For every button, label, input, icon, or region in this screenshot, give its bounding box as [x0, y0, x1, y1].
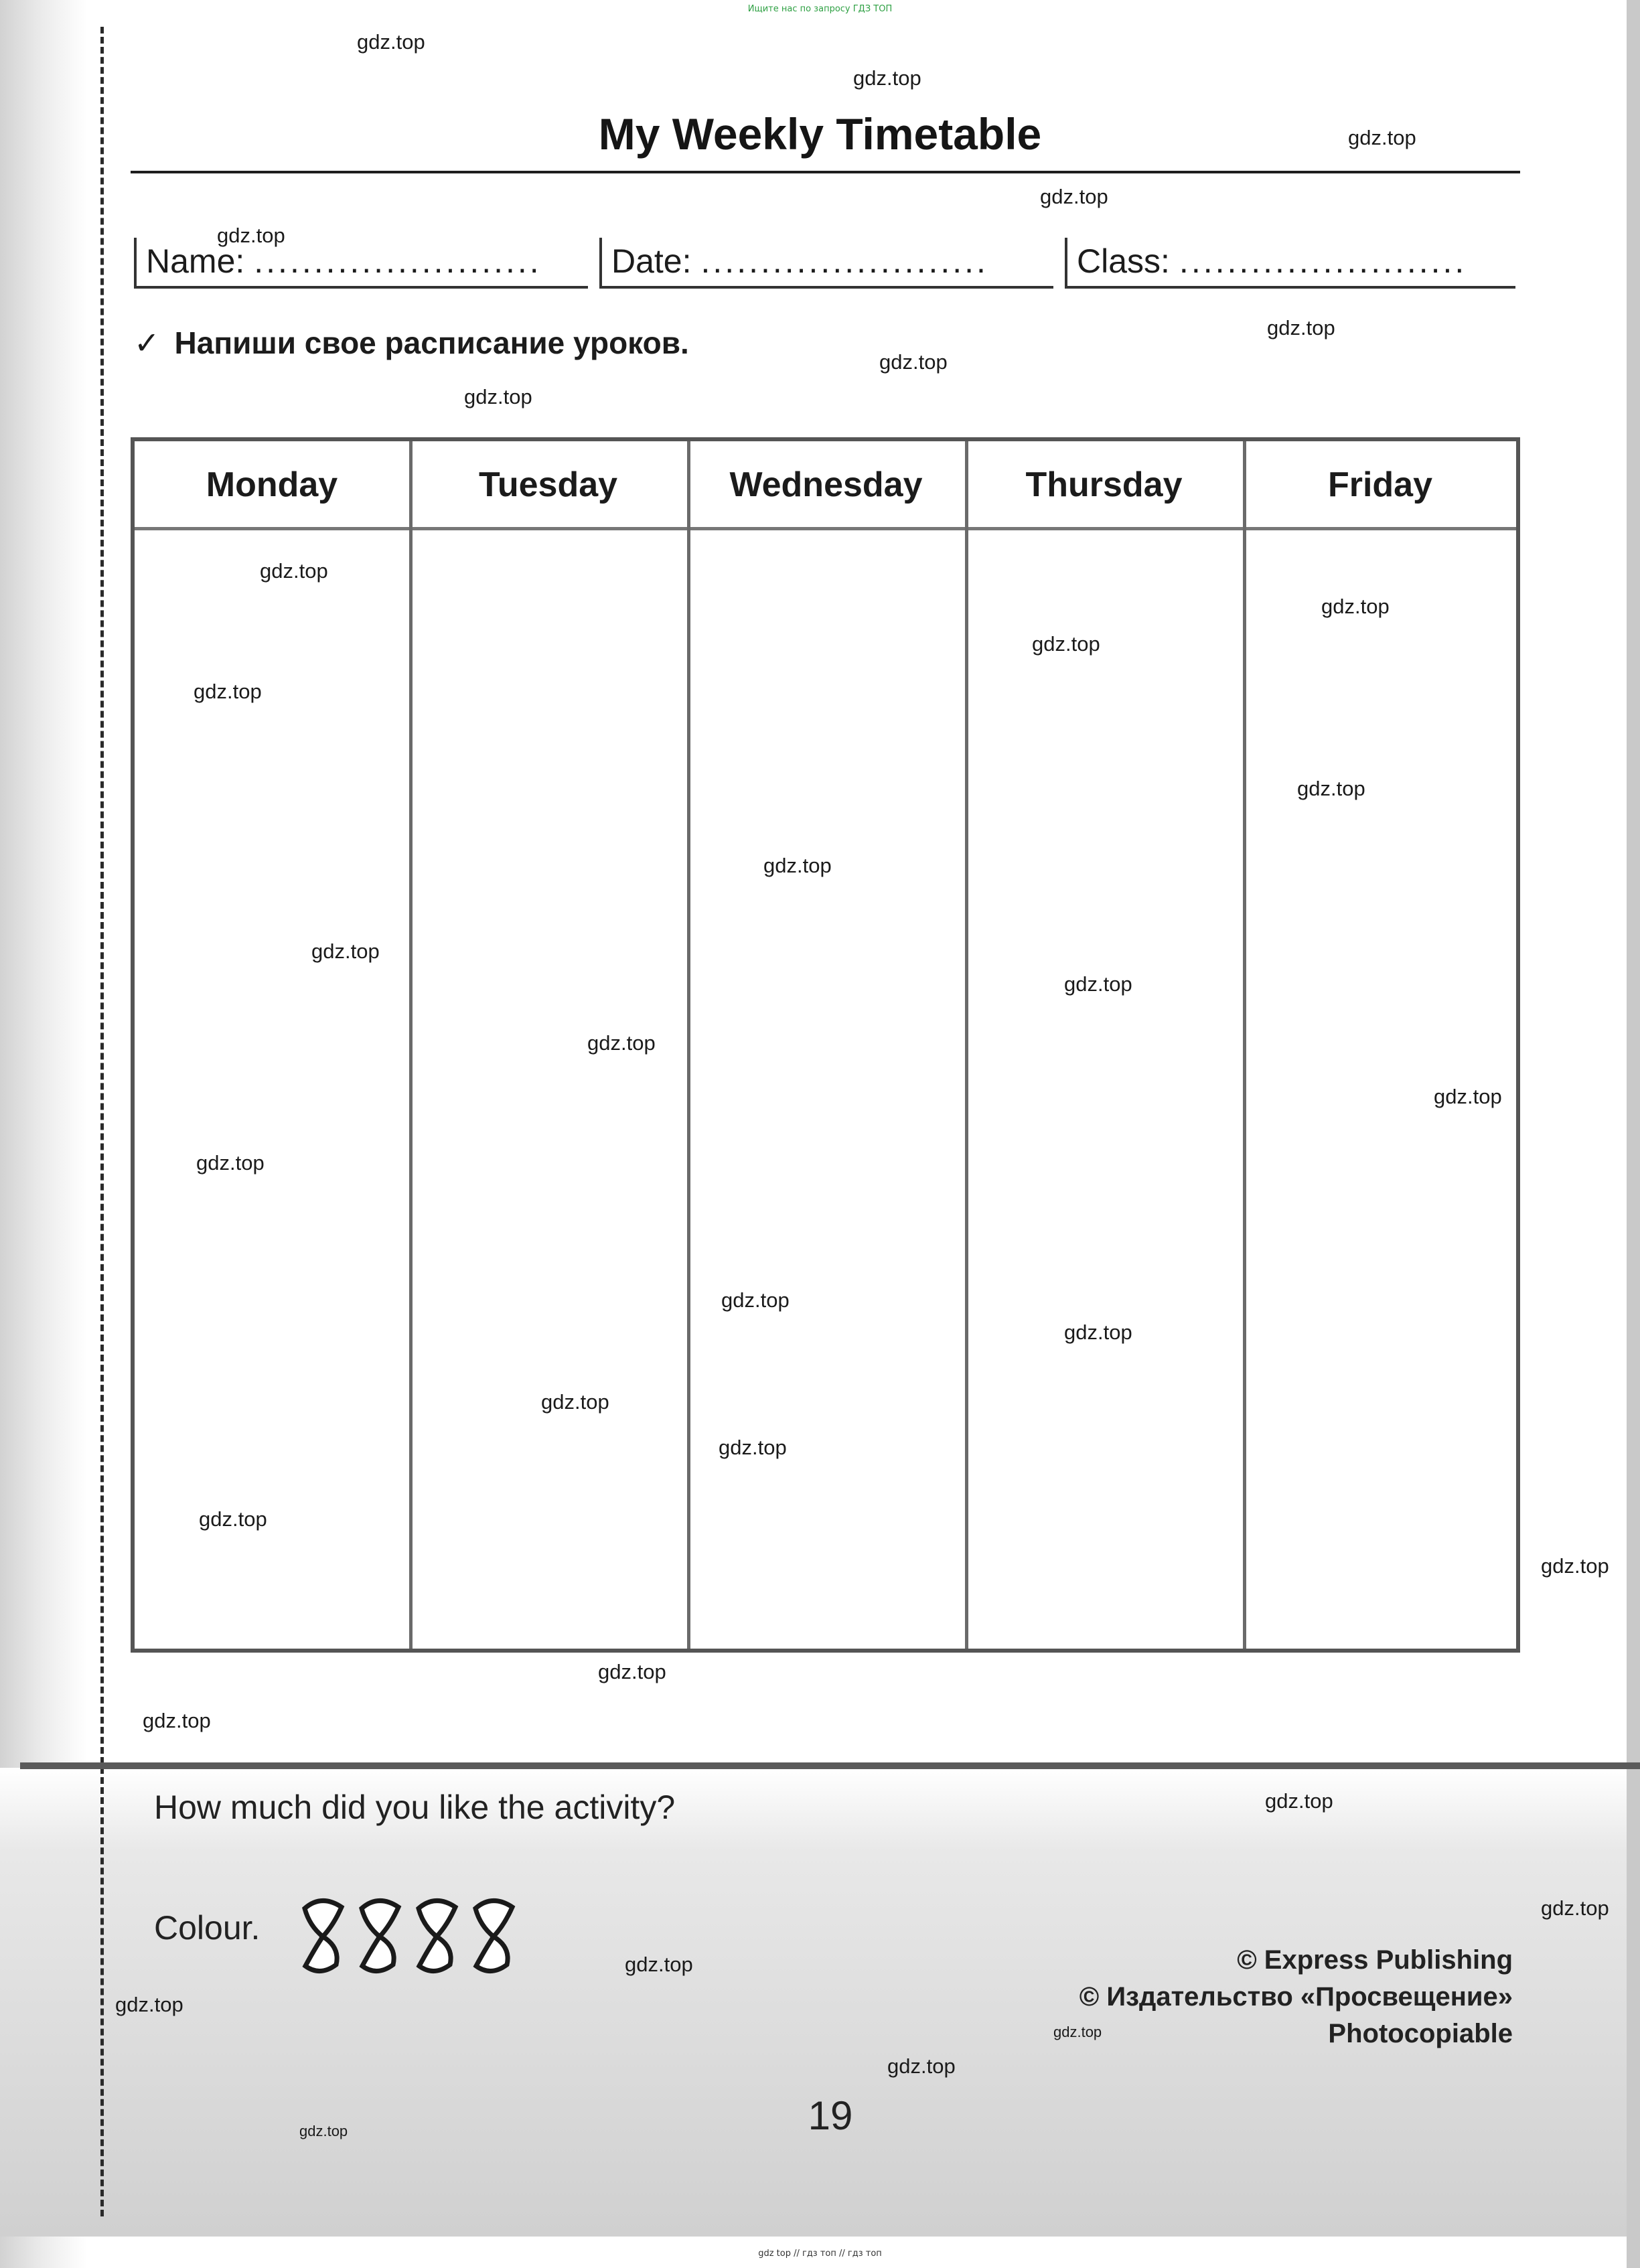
colour-label: Colour.: [154, 1909, 260, 1947]
column-divider: [1243, 441, 1246, 1649]
watermark: gdz.top: [625, 1953, 693, 1976]
date-label: Date:: [611, 242, 692, 280]
watermark: gdz.top: [1064, 972, 1132, 996]
watermark: gdz.top: [143, 1709, 211, 1732]
rating-faces-icon: [295, 1895, 522, 1982]
copyright-prosveshchenie: © Издательство «Просвещение»: [1079, 1982, 1513, 2012]
day-header-friday: Friday: [1327, 465, 1433, 504]
watermark: gdz.top: [598, 1660, 666, 1683]
watermark: gdz.top: [853, 66, 921, 90]
watermark: gdz.top: [299, 2123, 348, 2139]
watermark: gdz.top: [1321, 595, 1390, 618]
watermark: gdz.top: [1265, 1789, 1333, 1813]
class-label: Class:: [1077, 242, 1170, 280]
column-divider: [409, 441, 413, 1649]
footer-divider: [20, 1762, 1640, 1769]
watermark: gdz.top: [1267, 316, 1335, 339]
watermark: gdz.top: [1541, 1554, 1609, 1578]
watermark: gdz.top: [1297, 777, 1365, 800]
watermark: gdz.top: [763, 854, 832, 877]
watermark: gdz.top: [1541, 1896, 1609, 1920]
watermark: gdz.top: [587, 1031, 656, 1055]
watermark: gdz.top: [196, 1151, 265, 1175]
watermark: gdz.top: [1053, 2024, 1102, 2040]
title-underline: [131, 171, 1520, 173]
class-field[interactable]: [1065, 238, 1515, 289]
watermark: gdz.top: [217, 224, 285, 247]
page-number: 19: [808, 2093, 853, 2138]
watermark: gdz.top: [1064, 1320, 1132, 1344]
date-dots: ........................: [700, 242, 988, 280]
watermark: gdz.top: [115, 1993, 183, 2016]
watermark: gdz.top: [887, 2054, 956, 2078]
watermark: gdz.top: [1348, 126, 1416, 149]
page-title: My Weekly Timetable: [598, 109, 1042, 159]
watermark: gdz.top: [194, 680, 262, 703]
name-dots: ........................: [254, 242, 542, 280]
page-edge: [1627, 0, 1640, 2268]
watermark: gdz.top: [879, 350, 948, 374]
instruction-text: Напиши свое расписание уроков.: [174, 325, 689, 360]
watermark: gdz.top: [357, 30, 425, 54]
name-label: Name:: [146, 242, 245, 280]
top-note: Ищите нас по запросу ГДЗ ТОП: [747, 4, 893, 14]
checkmark-icon: ✓: [134, 325, 160, 360]
day-header-tuesday: Tuesday: [478, 465, 618, 504]
watermark: gdz.top: [541, 1390, 609, 1414]
watermark: gdz.top: [1434, 1085, 1502, 1108]
watermark: gdz.top: [199, 1507, 267, 1531]
watermark: gdz.top: [464, 385, 532, 408]
copyright-publisher: © Express Publishing: [1237, 1945, 1513, 1975]
column-divider: [965, 441, 968, 1649]
date-field[interactable]: [599, 238, 1053, 289]
name-field[interactable]: [134, 238, 588, 289]
timetable-grid: [131, 437, 1520, 1653]
watermark: gdz.top: [721, 1288, 790, 1312]
class-dots: ........................: [1179, 242, 1467, 280]
cut-line: [100, 27, 104, 2216]
watermark: gdz.top: [1040, 185, 1108, 208]
watermark: gdz.top: [719, 1436, 787, 1459]
photocopiable-note: Photocopiable: [1328, 2019, 1513, 2048]
rating-question: How much did you like the activity?: [154, 1789, 676, 1826]
day-header-monday: Monday: [206, 465, 338, 504]
day-header-wednesday: Wednesday: [729, 465, 923, 504]
watermark: gdz.top: [1032, 632, 1100, 656]
instruction: [134, 325, 689, 361]
bottom-note: gdz top // гдз топ // гдз топ: [758, 2249, 882, 2259]
day-header-thursday: Thursday: [1025, 465, 1183, 504]
watermark: gdz.top: [260, 559, 328, 583]
watermark: gdz.top: [311, 939, 380, 963]
column-divider: [687, 441, 690, 1649]
